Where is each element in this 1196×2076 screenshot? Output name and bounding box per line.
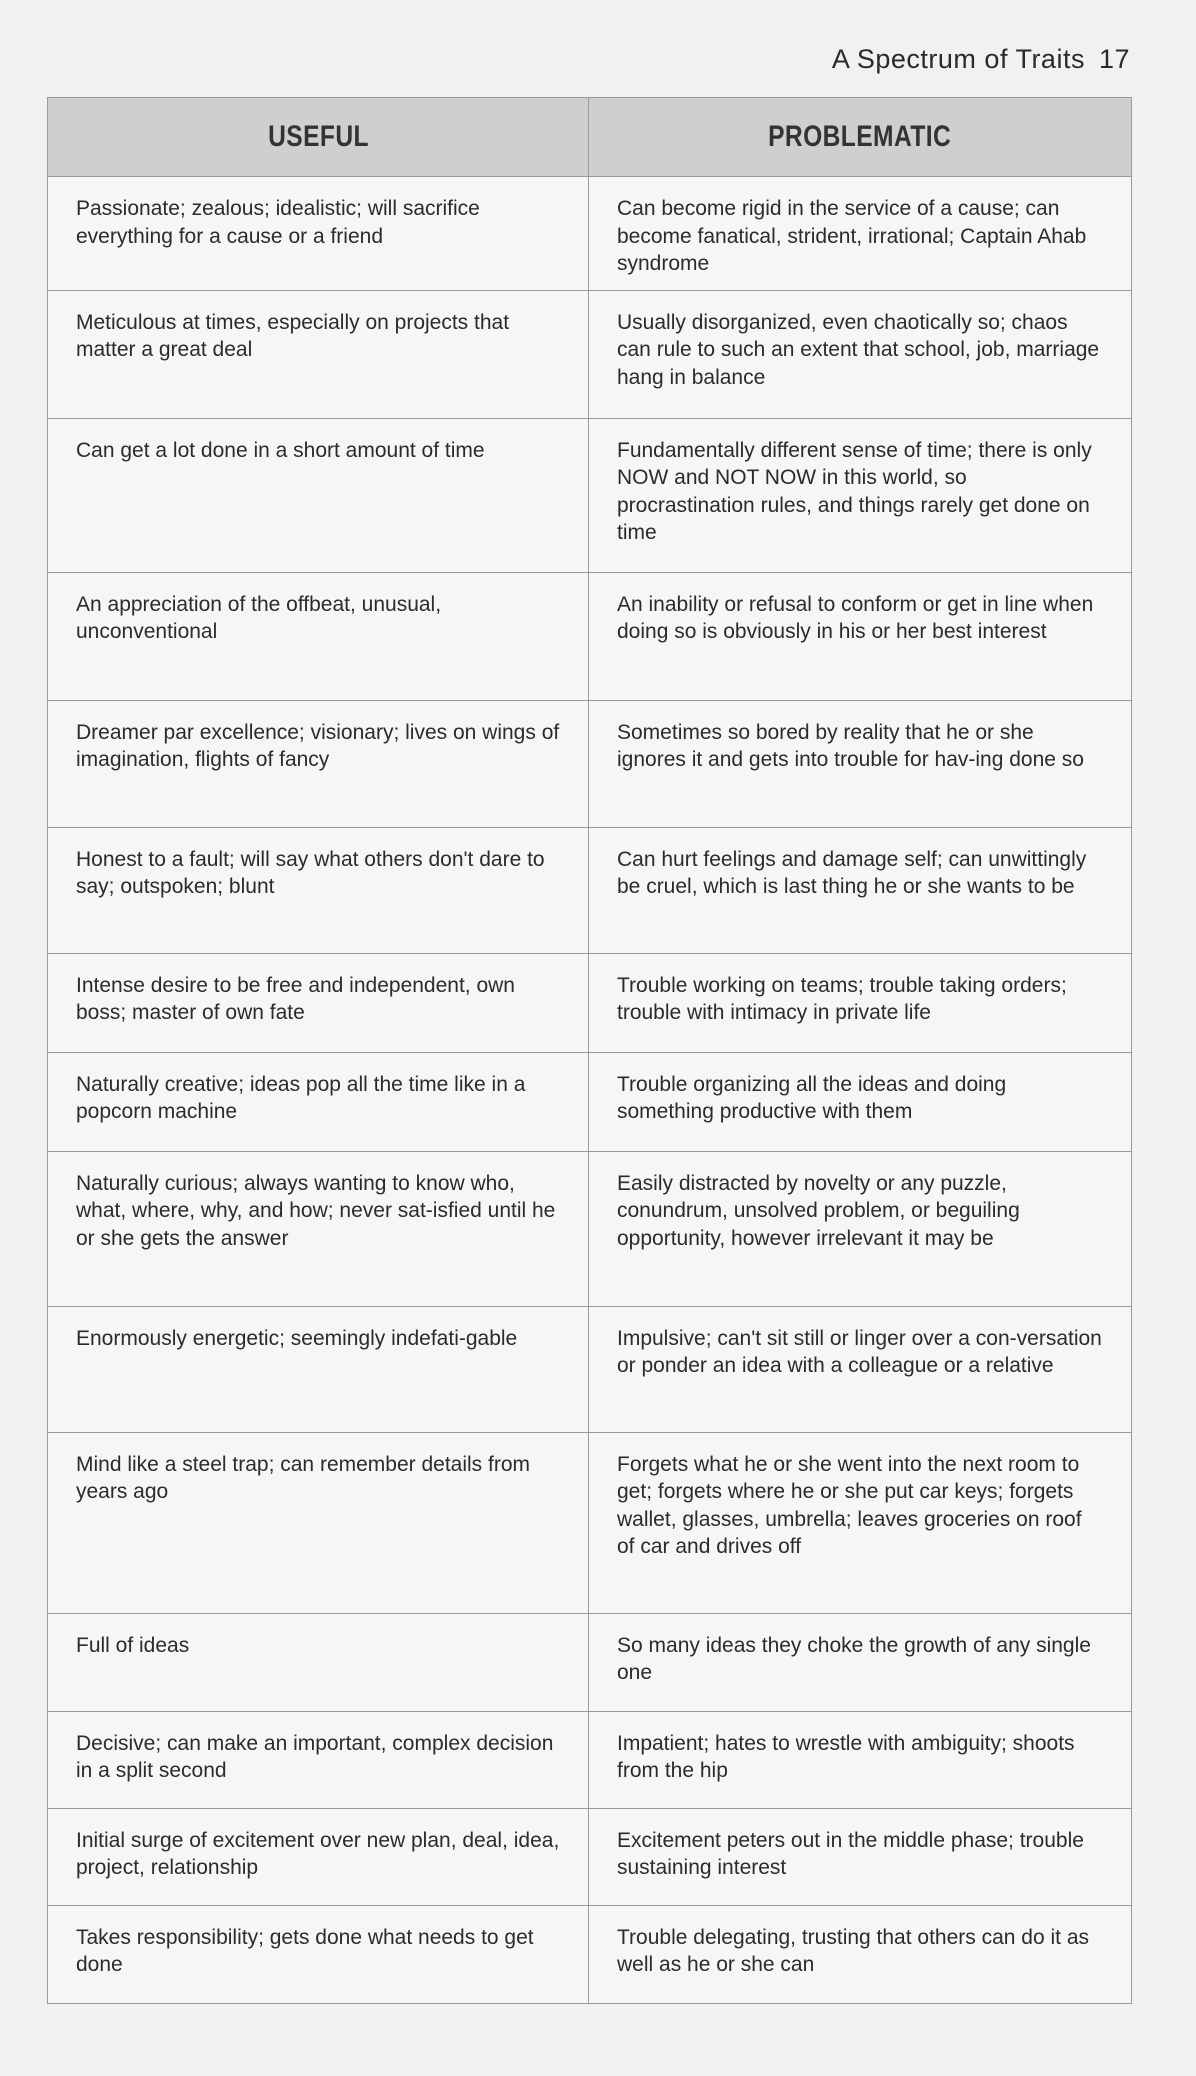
header-problematic: PROBLEMATIC <box>589 98 1132 177</box>
problematic-cell: So many ideas they choke the growth of any single one <box>589 1613 1132 1711</box>
traits-table <box>47 97 1132 2004</box>
table-row <box>48 1151 1132 1306</box>
table-row <box>48 290 1132 418</box>
useful-cell: Mind like a steel trap; can remember details from years ago <box>48 1432 589 1613</box>
running-head-title: A Spectrum of Traits <box>831 44 1085 74</box>
table-row <box>48 1432 1132 1613</box>
useful-cell: Can get a lot done in a short amount of time <box>48 418 589 572</box>
problematic-cell: Trouble delegating, trusting that others can do it as well as he or she can <box>589 1905 1132 2003</box>
problematic-cell: Trouble organizing all the ideas and doing something productive with them <box>589 1052 1132 1151</box>
table-header-row <box>48 98 1132 177</box>
problematic-cell: An inability or refusal to conform or get in line when doing so is obviously in his or her best interest <box>589 572 1132 700</box>
problematic-cell: Easily distracted by novelty or any puzzle, conundrum, unsolved problem, or beguiling opportunity, however irrelevant it may be <box>589 1151 1132 1306</box>
table-row <box>48 1052 1132 1151</box>
problematic-cell: Forgets what he or she went into the next room to get; forgets where he or she put car keys; forgets wallet, glasses, umbrella; leaves groceries on roof of car and drives off <box>589 1432 1132 1613</box>
problematic-cell: Can become rigid in the service of a cause; can become fanatical, strident, irrational; Captain Ahab syndrome <box>589 177 1132 291</box>
useful-cell: Enormously energetic; seemingly indefati-gable <box>48 1306 589 1432</box>
table-row <box>48 1306 1132 1432</box>
useful-cell: Decisive; can make an important, complex decision in a split second <box>48 1711 589 1808</box>
useful-cell: Full of ideas <box>48 1613 589 1711</box>
table-row <box>48 1613 1132 1711</box>
useful-cell: Meticulous at times, especially on projects that matter a great deal <box>48 290 589 418</box>
problematic-cell: Impulsive; can't sit still or linger over a con-versation or ponder an idea with a colleague or a relative <box>589 1306 1132 1432</box>
table-row <box>48 700 1132 827</box>
running-head <box>832 44 1130 75</box>
table-row <box>48 572 1132 700</box>
table-row <box>48 1711 1132 1808</box>
problematic-cell: Excitement peters out in the middle phase; trouble sustaining interest <box>589 1808 1132 1905</box>
problematic-cell: Trouble working on teams; trouble taking orders; trouble with intimacy in private life <box>589 953 1132 1052</box>
useful-cell: Dreamer par excellence; visionary; lives on wings of imagination, flights of fancy <box>48 700 589 827</box>
useful-cell: Intense desire to be free and independent, own boss; master of own fate <box>48 953 589 1052</box>
problematic-cell: Can hurt feelings and damage self; can unwittingly be cruel, which is last thing he or she wants to be <box>589 827 1132 953</box>
problematic-cell: Sometimes so bored by reality that he or she ignores it and gets into trouble for hav-ing done so <box>589 700 1132 827</box>
useful-cell: Naturally curious; always wanting to know who, what, where, why, and how; never sat-isfied until he or she gets the answer <box>48 1151 589 1306</box>
useful-cell: Passionate; zealous; idealistic; will sacrifice everything for a cause or a friend <box>48 177 589 291</box>
table-row <box>48 177 1132 291</box>
table-row <box>48 827 1132 953</box>
useful-cell: Takes responsibility; gets done what needs to get done <box>48 1905 589 2003</box>
problematic-cell: Usually disorganized, even chaotically so; chaos can rule to such an extent that school, job, marriage hang in balance <box>589 290 1132 418</box>
table-row <box>48 418 1132 572</box>
header-useful: USEFUL <box>48 98 589 177</box>
useful-cell: Honest to a fault; will say what others don't dare to say; outspoken; blunt <box>48 827 589 953</box>
table-row <box>48 1905 1132 2003</box>
table-row <box>48 1808 1132 1905</box>
problematic-cell: Fundamentally different sense of time; there is only NOW and NOT NOW in this world, so procrastination rules, and things rarely get done on time <box>589 418 1132 572</box>
useful-cell: Naturally creative; ideas pop all the time like in a popcorn machine <box>48 1052 589 1151</box>
page-number: 17 <box>1098 44 1130 74</box>
useful-cell: Initial surge of excitement over new plan, deal, idea, project, relationship <box>48 1808 589 1905</box>
table-row <box>48 953 1132 1052</box>
useful-cell: An appreciation of the offbeat, unusual, unconventional <box>48 572 589 700</box>
problematic-cell: Impatient; hates to wrestle with ambiguity; shoots from the hip <box>589 1711 1132 1808</box>
